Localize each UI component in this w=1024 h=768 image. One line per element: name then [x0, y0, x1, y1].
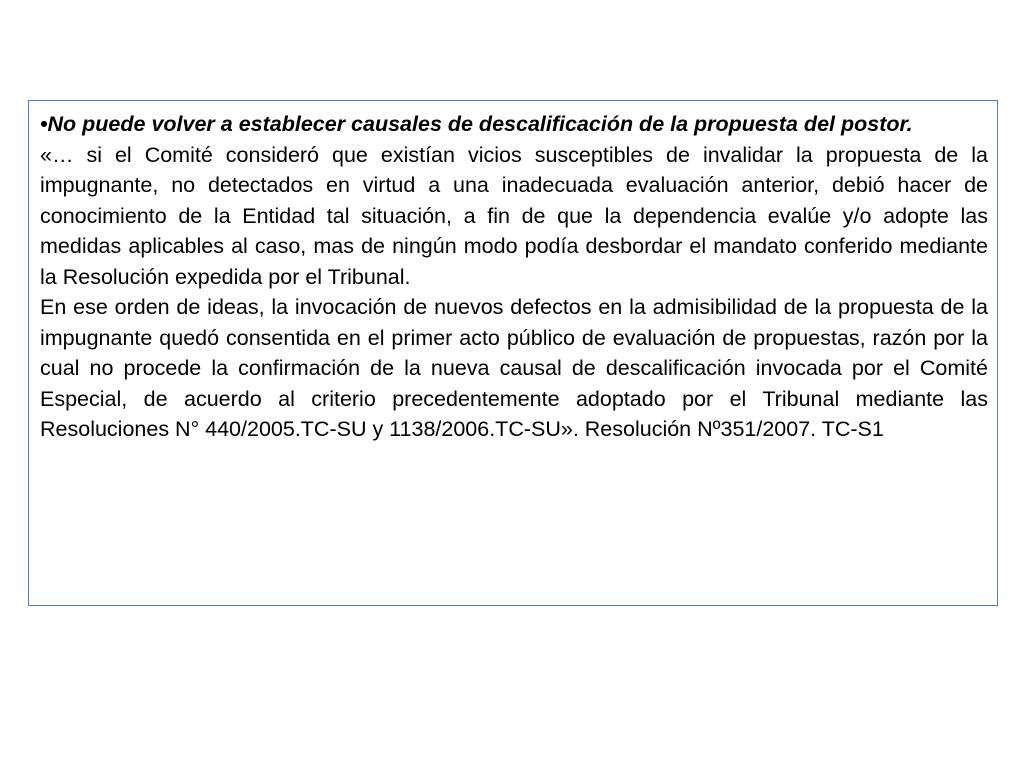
- closing-paragraph: En ese orden de ideas, la invocación de nuevos defectos en la admisibilidad de la propuesta de la impugnante quedó consentida en el primer acto público de evaluación de propuestas, razón por la cual no procede la confirmación de la nueva causal de descalificación invocada por el Comité Especial, de acuerdo al criterio precedentemente adoptado por el Tribunal mediante las Resoluciones N° 440/2005.TC-SU y 1138/2006.TC-SU». Resolución Nº351/2007. TC-S1: [40, 295, 988, 441]
- slide-heading: •No puede volver a establecer causales de descalificación de la propuesta del postor.: [40, 112, 913, 136]
- quote-paragraph: «… si el Comité consideró que existían vicios susceptibles de invalidar la propuesta de la impugnante, no detectados en virtud a una inadecuada evaluación anterior, debió hacer de conocimiento de la Entidad tal situación, a fin de que la dependencia evalúe y/o adopte las medidas aplicables al caso, mas de ningún modo podía desbordar el mandato conferido mediante la Resolución expedida por el Tribunal.: [40, 142, 988, 289]
- text-box: [28, 100, 998, 606]
